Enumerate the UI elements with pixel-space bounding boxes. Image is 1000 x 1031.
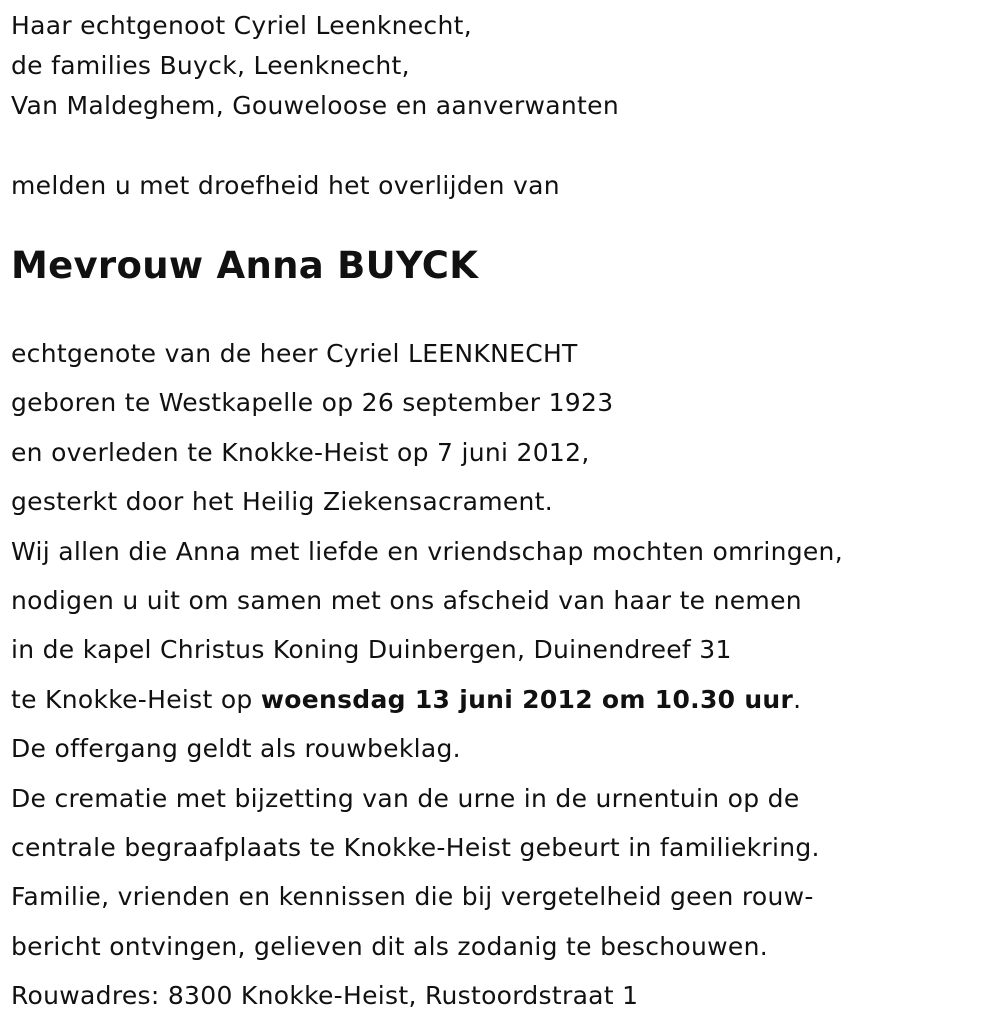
- cremation-line-1: De crematie met bijzetting van de urne in de urnentuin op de: [11, 783, 800, 813]
- mourning-address: Rouwadres: 8300 Knokke-Heist, Rustoordstraat 1: [11, 981, 639, 1011]
- cremation-line-2: centrale begraafplaats te Knokke-Heist gebeurt in familiekring.: [11, 833, 820, 863]
- deceased-name: Mevrouw Anna BUYCK: [11, 244, 479, 287]
- intro-line-spouse: Haar echtgenoot Cyriel Leenknecht,: [11, 11, 472, 40]
- announcement: melden u met droefheid het overlijden van: [11, 171, 560, 200]
- invite-line-1: Wij allen die Anna met liefde en vriendschap mochten omringen,: [11, 536, 843, 566]
- ceremony-date: woensdag 13 juni 2012 om 10.30 uur: [260, 684, 794, 714]
- sacrament-line: gesterkt door het Heilig Ziekensacrament.: [11, 487, 554, 517]
- date-prefix: te Knokke-Heist op: [11, 684, 261, 714]
- spouse-line: echtgenote van de heer Cyriel LEENKNECHT: [11, 339, 578, 368]
- chapel-line: in de kapel Christus Koning Duinbergen, Duinendreef 31: [11, 635, 732, 665]
- ceremony-date-line: [11, 675, 843, 724]
- date-suffix: .: [793, 684, 802, 714]
- death-line: en overleden te Knokke-Heist op 7 juni 2012,: [11, 437, 590, 467]
- birth-line: geboren te Westkapelle op 26 september 1923: [11, 388, 614, 418]
- intro-block: [11, 6, 619, 126]
- invite-line-2: nodigen u uit om samen met ons afscheid van haar te nemen: [11, 586, 802, 616]
- notice-body: [11, 329, 843, 1021]
- offering-line: De offergang geldt als rouwbeklag.: [11, 734, 461, 764]
- intro-line-relatives: Van Maldeghem, Gouweloose en aanverwanten: [11, 91, 619, 120]
- notice-line-1: Familie, vrienden en kennissen die bij vergetelheid geen rouw-: [11, 882, 814, 912]
- intro-line-families: de families Buyck, Leenknecht,: [11, 51, 410, 80]
- notice-line-2: bericht ontvingen, gelieven dit als zodanig te beschouwen.: [11, 931, 768, 961]
